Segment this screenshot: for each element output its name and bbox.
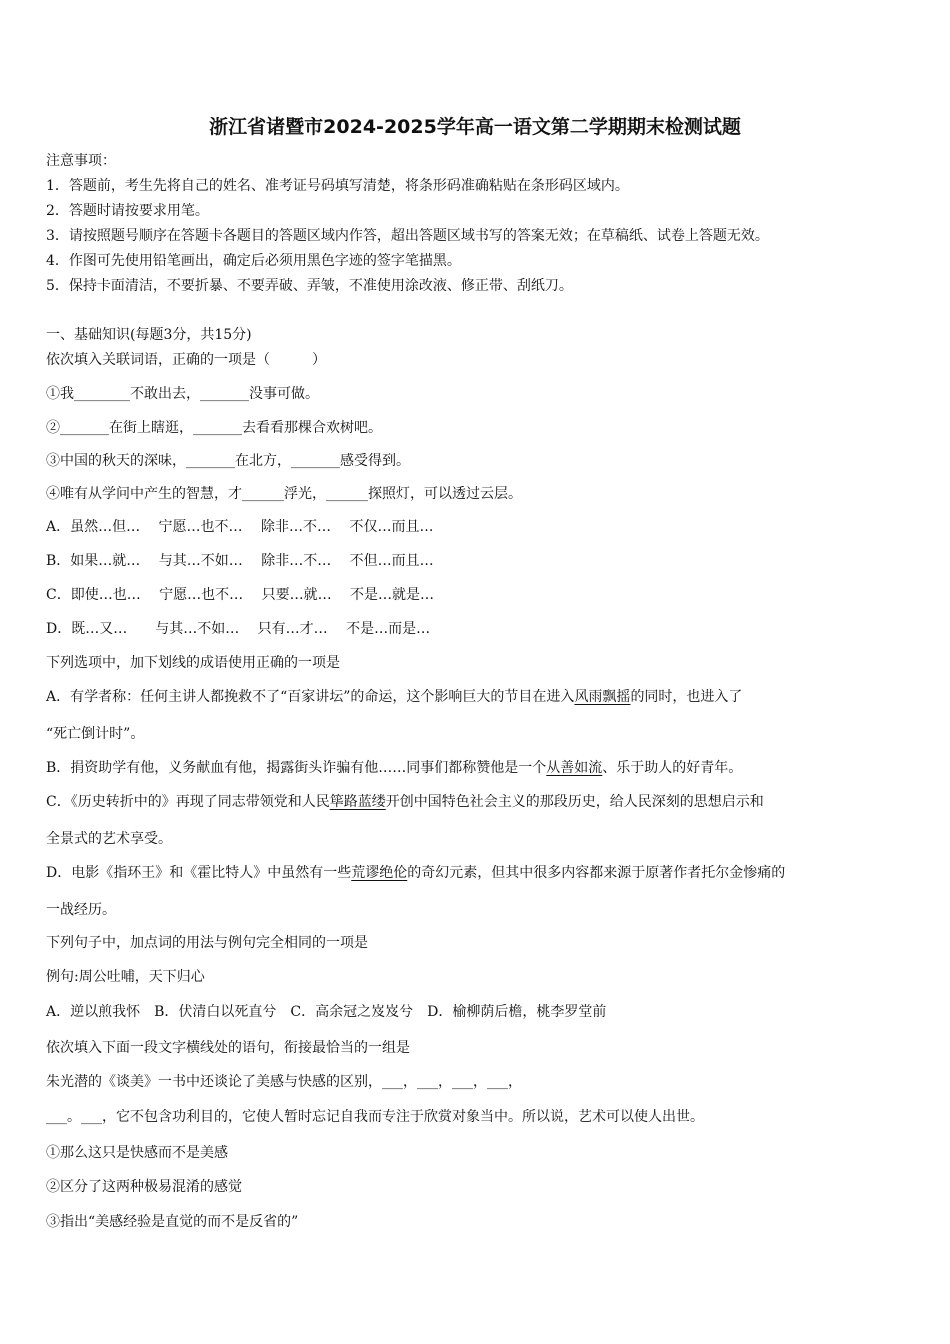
q4-item-2: ②区分了这两种极易混淆的感觉 [46,1179,242,1195]
q2-option-c-line2: 全景式的艺术享受。 [46,831,172,847]
page-title: 浙江省诸暨市2024-2025学年高一语文第二学期期末检测试题 [209,116,741,138]
q3-example: 例句:周公吐哺，天下归心 [46,969,205,985]
q1-option-d: D．既…又… 与其…不如… 只有…才… 不是…而是… [46,621,431,637]
underlined-idiom: 筚路蓝缕 [329,794,386,810]
q3-options: A．逆以煎我怀 B．伏清白以死直兮 C．高余冠之岌岌兮 D．榆柳荫后檐，桃李罗堂前 [46,1004,607,1020]
q1-item-3: ③中国的秋天的深味，_______在北方，_______感受得到。 [46,453,410,469]
q4-stem: 依次填入下面一段文字横线处的语句，衔接最恰当的一组是 [46,1040,410,1056]
q1-option-a: A．虽然…但… 宁愿…也不… 除非…不… 不仅…而且… [46,519,434,535]
q1-option-c: C．即使…也… 宁愿…也不… 只要…就… 不是…就是… [46,587,435,603]
notice-item-4: 4．作图可先使用铅笔画出，确定后必须用黑色字迹的签字笔描黑。 [46,253,461,269]
notice-item-3: 3．请按照题号顺序在答题卡各题目的答题区域内作答，超出答题区域书写的答案无效；在草稿纸、试卷上答题无效。 [46,228,769,244]
q1-item-4: ④唯有从学问中产生的智慧，才______浮光，______探照灯，可以透过云层。 [46,486,522,502]
q4-item-1: ①那么这只是快感而不是美感 [46,1145,228,1161]
notice-item-1: 1．答题前，考生先将自己的姓名、准考证号码填写清楚，将条形码准确粘贴在条形码区域内。 [46,178,629,194]
underlined-idiom: 荒谬绝伦 [351,865,408,881]
q1-stem: 依次填入关联词语，正确的一项是（ ） [46,352,326,368]
q1-item-1: ①我________不敢出去，_______没事可做。 [46,386,319,402]
q4-passage-line1: 朱光潜的《谈美》一书中还谈论了美感与快感的区别，___，___，___，___， [46,1074,522,1090]
q4-item-3: ③指出“美感经验是直觉的而不是反省的” [46,1214,299,1230]
notice-heading: 注意事项： [46,153,116,169]
section-heading: 一、基础知识(每题3分，共15分) [46,327,252,343]
underlined-idiom: 从善如流 [546,760,603,776]
q2-option-b: B．捐资助学有他，义务献血有他，揭露街头诈骗有他……同事们都称赞他是一个从善如流、乐于助人的好青年。 [46,760,743,776]
notice-item-5: 5．保持卡面清洁，不要折暴、不要弄破、弄皱，不准使用涂改液、修正带、刮纸刀。 [46,278,573,294]
q2-option-d-line1: D．电影《指环王》和《霍比特人》中虽然有一些荒谬绝伦的奇幻元素，但其中很多内容都来源于原著作者托尔金惨痛的 [46,865,786,881]
underlined-idiom: 风雨飘摇 [574,689,631,705]
q2-option-d-line2: 一战经历。 [46,902,116,918]
notice-item-2: 2．答题时请按要求用笔。 [46,203,209,219]
q4-passage-line2: ___。___，它不包含功利目的，它使人暂时忘记自我而专注于欣赏对象当中。所以说，艺术可以使人出世。 [46,1109,704,1125]
q3-stem: 下列句子中，加点词的用法与例句完全相同的一项是 [46,935,368,951]
q2-stem: 下列选项中，加下划线的成语使用正确的一项是 [46,655,340,671]
q2-option-a-line1: A．有学者称：任何主讲人都挽救不了“百家讲坛”的命运，这个影响巨大的节目在进入风雨飘摇的同时，也进入了 [46,689,743,705]
q1-item-2: ②_______在街上瞎逛，_______去看看那棵合欢树吧。 [46,420,382,436]
q2-option-c-line1: C．《历史转折中的》再现了同志带领党和人民筚路蓝缕开创中国特色社会主义的那段历史，给人民深刻的思想启示和 [46,794,764,810]
q2-option-a-line2: “死亡倒计时”。 [46,726,145,742]
q1-option-b: B．如果…就… 与其…不如… 除非…不… 不但…而且… [46,553,434,569]
